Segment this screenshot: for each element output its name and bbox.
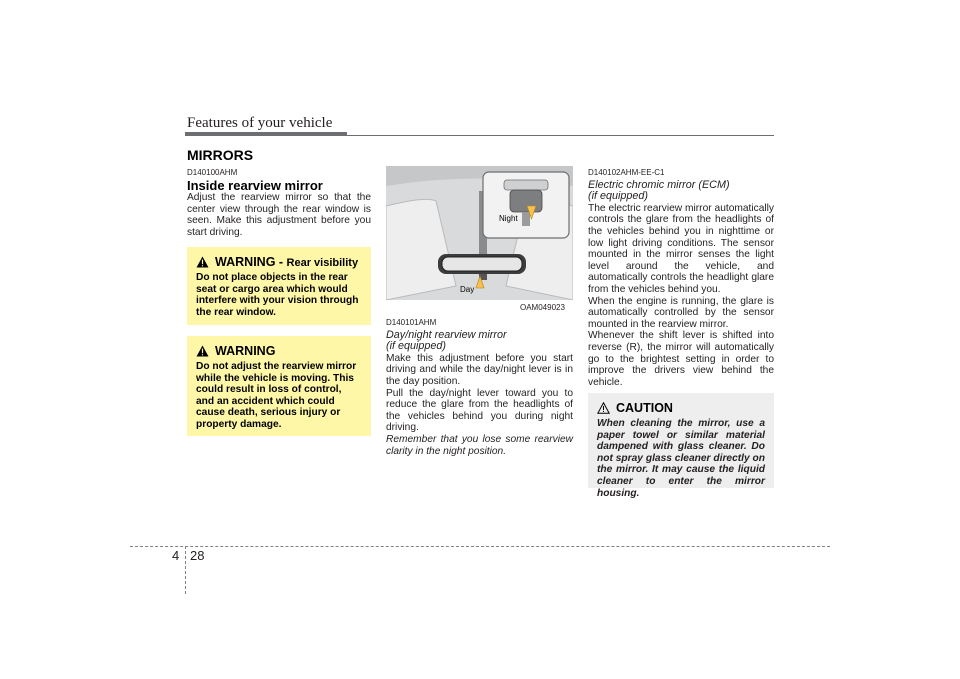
section-title: MIRRORS [187, 147, 254, 163]
header-title: Features of your vehicle [187, 115, 333, 131]
caution-text: When cleaning the mirror, use a paper towel or similar material dampened with glass cleaner. Do not spray glass cleaner directly on the mirror. It may cause the liquid cleaner to enter the mirror housing. [597, 418, 765, 499]
warning-triangle-icon [196, 345, 209, 357]
warning2-text: Do not adjust the rearview mirror while the vehicle is moving. This could result in loss of control, and an accident which could cause death, serious injury or property damage. [196, 361, 357, 430]
right-heading-line2: (if equipped) [588, 190, 649, 203]
right-column [588, 167, 774, 388]
night-label: Night [499, 214, 518, 223]
warning-adjust-mirror [187, 336, 371, 436]
caution-triangle-icon [597, 402, 610, 414]
chapter-number: 4 [172, 548, 180, 563]
warning2-label: WARNING [215, 344, 276, 358]
middle-heading-line2: (if equipped) [386, 340, 447, 353]
caution-box [588, 393, 774, 499]
footer-rule [130, 546, 830, 547]
header-rule [347, 135, 774, 136]
footer-divider [185, 546, 186, 594]
warning1-text: Do not place objects in the rear seat or cargo area which would interfere with your vision through the rear window. [196, 272, 359, 318]
warning-triangle-icon [196, 256, 209, 268]
day-label: Day [460, 285, 475, 294]
page-number: 28 [190, 548, 205, 563]
right-para-1: The electric rearview mirror automatically controls the glare from the headlights of the vehicles behind you in nighttime or low light driving conditions. The sensor mounted in the mirror senses the light level around the vehicle, and automatically controls the headlight glare from the vehicles behind you. [588, 202, 774, 295]
caution-label: CAUTION [616, 401, 673, 415]
figure-code: OAM049023 [520, 303, 565, 312]
left-column [187, 167, 371, 239]
left-body: Adjust the rearview mirror so that the center view through the rear window is seen. Make this adjustment before you start driving. [187, 192, 371, 238]
warning1-label: WARNING - Rear visibility [215, 255, 359, 269]
left-code: D140100AHM [187, 168, 238, 177]
middle-para-2: Pull the day/night lever toward you to reduce the glare from the headlights of the vehicles behind you during night driving. [386, 387, 573, 434]
left-heading: Inside rearview mirror [187, 177, 323, 193]
right-heading-line1: Electric chromic mirror (ECM) [588, 178, 730, 191]
right-code: D140102AHM-EE-C1 [588, 168, 665, 177]
middle-heading-line1: Day/night rearview mirror [386, 328, 507, 341]
header-bar [185, 132, 347, 136]
middle-para-3: Remember that you lose some rearview clarity in the night position. [386, 433, 573, 457]
mirror-illustration [386, 166, 573, 300]
mirror-figure [386, 166, 573, 300]
warning-rear-visibility [187, 247, 371, 325]
right-para-3: Whenever the shift lever is shifted into reverse (R), the mirror will automatically go to the brightest setting in order to improve the drivers view behind the vehicle. [588, 330, 774, 388]
right-para-2: When the engine is running, the glare is automatically controlled by the sensor mounted in the rearview mirror. [588, 295, 774, 330]
middle-column [386, 317, 573, 457]
middle-para-1: Make this adjustment before you start driving and while the day/night lever is in the day position. [386, 352, 573, 387]
middle-code: D140101AHM [386, 318, 437, 327]
